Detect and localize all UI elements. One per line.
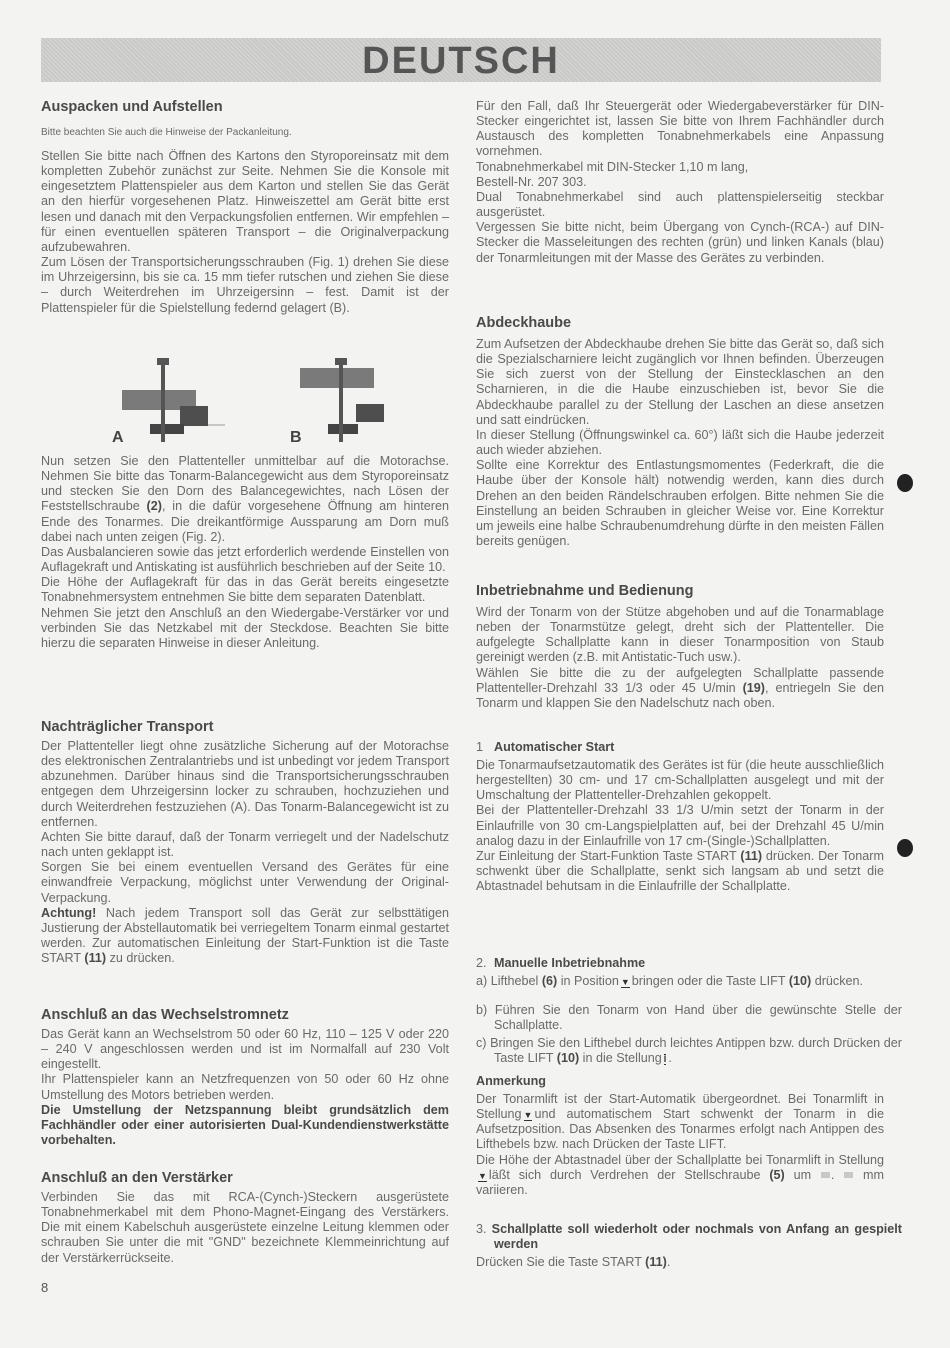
paragraph bbox=[476, 175, 884, 190]
text-run: . bbox=[666, 1255, 671, 1269]
text-run: Bei der Plattenteller-Drehzahl 33 1/3 U/min setzt der Tonarm in der Einlaufrille von 30 cm-Langspielplatten auf, bei der Drehzahl 45 U/min analog dazu in der Einlaufrille von 17 cm-(Single-)Schallplatten. bbox=[476, 803, 884, 848]
bold-text: (5) bbox=[769, 1167, 785, 1182]
paragraph bbox=[476, 1092, 884, 1153]
text-run: . bbox=[830, 1167, 844, 1182]
punch-hole-mark bbox=[897, 474, 913, 492]
packing-note: Bitte beachten Sie auch die Hinweise der Packanleitung. bbox=[41, 127, 292, 138]
paragraph bbox=[41, 906, 449, 967]
numbered-subheading bbox=[476, 956, 884, 971]
bold-text: (11) bbox=[740, 848, 763, 863]
text-run: drücken. bbox=[811, 974, 864, 988]
paragraph bbox=[41, 255, 449, 316]
paragraph bbox=[41, 454, 449, 545]
figure-a-drawing bbox=[122, 358, 225, 442]
text-run: Verbinden Sie das mit RCA-(Cynch-)Steckern ausgerüstete Tonabnehmerkabel mit dem Phono-Magnet-Eingang des Verstärkers. Die mit einem Kabelschuh ausgerüstete einzelne Leitung klemmen oder schrauben Sie unter die mit "GND" bezeichnete Klemmeinrichtung auf der Verstärkerrückseite. bbox=[41, 1190, 449, 1265]
paragraph bbox=[476, 803, 884, 848]
bold-text: (11) bbox=[645, 1255, 667, 1269]
lift-lowered-icon: ▼ bbox=[478, 1170, 487, 1181]
text-run: Zum Aufsetzen der Abdeckhaube drehen Sie bitte das Gerät so, daß sich die Spezialscharniere leicht zugänglich vor Ihnen befinden. Überzeugen Sie sich zuerst von der Stellung der Einstecklaschen an den Scharnieren, in die die Haube einzuschieben ist, bevor Sie die Abdeckhaube parallel zu der Stellung der Laschen an diese ansetzen und satt eindrücken. bbox=[476, 337, 884, 427]
paragraph bbox=[476, 428, 884, 458]
right-column bbox=[476, 0, 902, 1348]
section-heading: Anschluß an das Wechselstromnetz bbox=[41, 1007, 289, 1023]
figure-b-drawing bbox=[300, 358, 384, 442]
paragraph bbox=[476, 1255, 884, 1270]
smudged-text bbox=[821, 1172, 830, 1178]
text-run: c) Bringen Sie den Lifthebel durch leichtes Antippen bzw. durch Drücken der Taste LIFT bbox=[476, 1036, 902, 1066]
paragraph bbox=[41, 860, 449, 905]
bold-text: Schallplatte soll wiederholt oder nochmals von Anfang an gespielt werden bbox=[491, 1222, 902, 1252]
text-run: Drücken Sie die Taste START bbox=[476, 1255, 646, 1269]
text-run: In dieser Stellung (Öffnungswinkel ca. 60°) läßt sich die Haube jederzeit auch wieder abziehen. bbox=[476, 427, 884, 458]
text-run: drücken. Der Tonarm schwenkt über die Schallplatte, senkt sich langsam ab und setzt die Abtastnadel behutsam in die Einlaufrille der Schallplatte. bbox=[476, 848, 884, 894]
paragraph bbox=[41, 575, 449, 605]
subheading-number: 2. bbox=[476, 956, 487, 970]
section-heading: Anschluß an den Verstärker bbox=[41, 1170, 233, 1186]
paragraph bbox=[41, 545, 449, 575]
text-run: a) Lifthebel bbox=[476, 974, 542, 988]
text-run: Bestell-Nr. 207 303. bbox=[476, 174, 587, 189]
numbered-subheading bbox=[476, 740, 884, 755]
section-heading: Abdeckhaube bbox=[476, 315, 572, 331]
text-run: um bbox=[784, 1167, 820, 1182]
text-run: Wird der Tonarm von der Stütze abgehoben und auf die Tonarmablage neben der Tonarmstütze gelegt, dreht sich der Plattenteller. Die aufgelegte Schallplatte kann in dieser Tonarmposition von Staub gereinigt werden (z.B. mit Antistatic-Tuch usw.). bbox=[476, 605, 884, 665]
body-text bbox=[476, 1255, 884, 1270]
list-item bbox=[476, 1222, 902, 1252]
text-run: Dual Tonabnehmerkabel sind auch plattenspielerseitig steckbar ausgerüstet. bbox=[476, 189, 884, 220]
paragraph bbox=[476, 1153, 884, 1198]
text-run: Zum Lösen der Transportsicherungsschrauben (Fig. 1) drehen Sie diese im Uhrzeigersinn, bis sie ca. 15 mm tiefer rutschen und ziehen Sie diese – durch Weiterdrehen im Uhrzeigersinn – fest. Damit ist der Plattenspieler für die Spielstellung federnd gelagert (B). bbox=[41, 255, 449, 315]
body-text bbox=[476, 605, 884, 711]
bold-text: (10) bbox=[556, 1051, 580, 1066]
body-text bbox=[476, 758, 884, 894]
paragraph bbox=[476, 220, 884, 265]
page-number: 8 bbox=[41, 1280, 49, 1295]
text-run: läßt sich durch Verdrehen der Stellschraube bbox=[488, 1167, 770, 1182]
text-run: in Position bbox=[557, 974, 619, 988]
list-item bbox=[476, 974, 902, 989]
banner-title: DEUTSCH bbox=[362, 40, 560, 82]
body-text bbox=[476, 337, 884, 549]
text-run: Wählen Sie bitte die zu der aufgelegten Schallplatte passende Plattenteller-Drehzahl 33 1/3 oder 45 U/min bbox=[476, 665, 884, 695]
section-heading: Auspacken und Aufstellen bbox=[41, 99, 223, 115]
figure-label-b: B bbox=[290, 429, 302, 446]
paragraph bbox=[41, 149, 449, 255]
text-run: Sollte eine Korrektur des Entlastungsmomentes (Federkraft, die die Haube über der Konsole hält) notwendig werden, kann dies durch Drehen an den beiden Rändelschrauben erfolgen. Bitte nehmen Sie die Einstellung an beiden Schrauben in gleicher Weise vor. Eine Korrektur um jeweils eine halbe Schraubenumdrehung dürfte in den meisten Fällen bereits genügen. bbox=[476, 458, 884, 549]
lift-lowered-icon: ▼ bbox=[620, 977, 630, 987]
text-run: Zur Einleitung der Start-Funktion Taste START bbox=[476, 848, 741, 863]
paragraph bbox=[476, 758, 884, 803]
bold-text: Die Umstellung der Netzspannung bleibt grundsätzlich dem Fachhändler oder einer autorisierten Dual-Kundendienstwerkstätte vorbehalten. bbox=[41, 1102, 449, 1148]
lift-lowered-icon: ▼ bbox=[523, 1110, 533, 1121]
text-run: Vergessen Sie bitte nicht, beim Übergang von Cynch-(RCA-) auf DIN-Stecker die Masseleitungen des rechten (grün) und linken Kanals (blau) der Tonarmleitungen mit der Masse des Gerätes zu verbinden. bbox=[476, 220, 884, 265]
text-run: Nun setzen Sie den Plattenteller unmittelbar auf die Motorachse. Nehmen Sie bitte das Tonarm-Balancegewicht aus dem Styroporeinsatz und stecken Sie den Dorn des Balancegewichtes, nach Lösen der Feststellschraube bbox=[41, 454, 449, 514]
subheading-number: 1 bbox=[476, 740, 484, 754]
paragraph bbox=[41, 739, 449, 830]
text-run: Stellen Sie bitte nach Öffnen des Kartons den Styroporeinsatz mit dem kompletten Zubehör zunächst zur Seite. Nehmen Sie die Konsole mit eingesetztem Plattenspieler aus dem Karton und stellen Sie das Gerät an den hierfür vorgesehenen Platz. Hinweiszettel am Gerät bitte erst lesen und danach mit den Verpackungsfolien entfernen. Wir empfehlen – für einen eventuellen späteren Transport – die Originalverpackung aufzubewahren. bbox=[41, 149, 449, 254]
bold-text: (2) bbox=[146, 499, 162, 514]
text-run: in die Stellung bbox=[579, 1051, 662, 1066]
body-text bbox=[41, 739, 449, 966]
text-run: 3. bbox=[476, 1222, 492, 1236]
subheading: Anmerkung bbox=[476, 1074, 546, 1088]
body-text bbox=[476, 99, 884, 266]
body-text bbox=[41, 1027, 449, 1148]
paragraph bbox=[476, 458, 884, 549]
text-run: Nach jedem Transport soll das Gerät zur selbsttätigen Justierung der Abstellautomatik bei verriegeltem Tonarm einmal gestartet werden. Zur automatischen Einleitung der Start-Funktion ist die Taste START bbox=[41, 905, 449, 966]
text-run: und automatischem Start schwenkt der Tonarm in die Aufsetzposition. Das Absenken des Tonarmes erfolgt nach Antippen des Lifthebels bzw. nach Drücken der Taste LIFT. bbox=[476, 1107, 884, 1152]
text-run: Sorgen Sie bei einem eventuellen Versand des Gerätes für eine einwandfreie Verpackung, möglichst unter Verwendung der Original-Verpackung. bbox=[41, 860, 449, 905]
text-run: . bbox=[668, 1051, 672, 1066]
bold-text: (11) bbox=[84, 951, 107, 966]
smudged-text bbox=[844, 1172, 853, 1178]
text-run: mm variieren. bbox=[476, 1167, 885, 1197]
text-run: Das Ausbalancieren sowie das jetzt erforderlich werdende Einstellen von Auflagekraft und Antiskating ist ausführlich beschrieben auf der Seite 10. bbox=[41, 544, 449, 575]
text-run: Die Höhe der Auflagekraft für das in das Gerät bereits eingesetzte Tonabnehmersystem entnehmen Sie bitte dem separaten Datenblatt. bbox=[41, 575, 449, 605]
paragraph bbox=[41, 1190, 449, 1266]
figure-label-a: A bbox=[112, 429, 124, 446]
paragraph bbox=[41, 1027, 449, 1072]
subheading-text: Manuelle Inbetriebnahme bbox=[494, 956, 646, 970]
text-run: Der Plattenteller liegt ohne zusätzliche Sicherung auf der Motorachse des elektronischen Zentralantriebs und ist unbedingt vor jedem Transport abzunehmen. Darüber hinaus sind die Transportsicherungsschrauben entgegen dem Uhrzeigersinn locker zu schrauben, hochzuziehen und durch Weiterdrehen festzuziehen (A). Das Tonarm-Balancegewicht ist zu entfernen. bbox=[41, 739, 449, 829]
text-run: , entriegeln Sie den Tonarm und klappen Sie den Nadelschutz nach oben. bbox=[476, 680, 884, 710]
section-heading: Inbetriebnahme und Bedienung bbox=[476, 583, 694, 599]
list-item bbox=[476, 1036, 902, 1066]
paragraph bbox=[41, 606, 449, 651]
text-run: zu drücken. bbox=[106, 951, 175, 966]
bold-text: Achtung! bbox=[41, 905, 97, 920]
text-run: Die Tonarmaufsetzautomatik des Gerätes ist für (die heute ausschließlich hergestellten) 30 cm- und 17 cm-Schallplatten ausgelegt und mit der Umschaltung der Plattenteller-Drehzahlen gekoppelt. bbox=[476, 758, 884, 803]
figure-transport-screws bbox=[100, 352, 400, 448]
paragraph bbox=[41, 1103, 449, 1148]
paragraph bbox=[41, 830, 449, 860]
text-run: Achten Sie bitte darauf, daß der Tonarm verriegelt und der Nadelschutz nach unten geklappt ist. bbox=[41, 829, 449, 860]
body-text bbox=[476, 1092, 884, 1198]
paragraph bbox=[476, 605, 884, 666]
text-run: Tonabnehmerkabel mit DIN-Stecker 1,10 m lang, bbox=[476, 159, 749, 174]
paragraph bbox=[476, 666, 884, 711]
text-run: Nehmen Sie jetzt den Anschluß an den Wiedergabe-Verstärker vor und verbinden Sie das Netzkabel mit der Steckdose. Beachten Sie bitte hierzu die separaten Hinweise in dieser Anleitung. bbox=[41, 605, 449, 650]
text-run: Der Tonarmlift ist der Start-Automatik übergeordnet. Bei Tonarmlift in Stellung bbox=[476, 1092, 884, 1122]
text-run: Für den Fall, daß Ihr Steuergerät oder Wiedergabeverstärker für DIN-Stecker eingerichtet ist, lassen Sie bitte von Ihrem Fachhändler durch Austausch des kompletten Tonabnehmerkabels eine Anpassung vornehmen. bbox=[476, 99, 884, 159]
text-run: Das Gerät kann an Wechselstrom 50 oder 60 Hz, 110 – 125 V oder 220 – 240 V angeschlossen werden und ist im Normalfall auf 230 Volt eingestellt. bbox=[41, 1027, 449, 1072]
paragraph bbox=[476, 190, 884, 220]
paragraph bbox=[476, 160, 884, 175]
paragraph bbox=[476, 849, 884, 894]
body-text bbox=[41, 149, 449, 316]
paragraph bbox=[476, 99, 884, 160]
text-run: Ihr Plattenspieler kann an Netzfrequenzen von 50 oder 60 Hz ohne Umstellung des Motors betrieben werden. bbox=[41, 1072, 449, 1102]
bold-text: (10) bbox=[788, 974, 812, 988]
left-column bbox=[41, 0, 449, 1348]
paragraph bbox=[41, 1072, 449, 1102]
section-heading: Nachträglicher Transport bbox=[41, 719, 214, 735]
text-run: Die Höhe der Abtastnadel über der Schallplatte bei Tonarmlift in Stellung bbox=[476, 1152, 884, 1167]
lift-raised-icon: I bbox=[663, 1054, 667, 1065]
bold-text: (6) bbox=[541, 974, 558, 988]
body-text bbox=[41, 454, 449, 651]
text-run: , in die dafür vorgesehene Öffnung am hinteren Ende des Tonarmes. Die dreikantförmige Aussparung am Dorn muß dabei nach unten zeigen (Fig. 2). bbox=[41, 499, 449, 544]
text-run: bringen oder die Taste LIFT bbox=[631, 974, 789, 988]
punch-hole-mark bbox=[897, 839, 913, 857]
bold-text: (19) bbox=[742, 680, 766, 695]
subheading-text: Automatischer Start bbox=[494, 740, 615, 754]
body-text bbox=[41, 1190, 449, 1266]
paragraph bbox=[476, 337, 884, 428]
text-run: b) Führen Sie den Tonarm von Hand über die gewünschte Stelle der Schallplatte. bbox=[476, 1003, 902, 1033]
list-item bbox=[476, 1003, 902, 1033]
